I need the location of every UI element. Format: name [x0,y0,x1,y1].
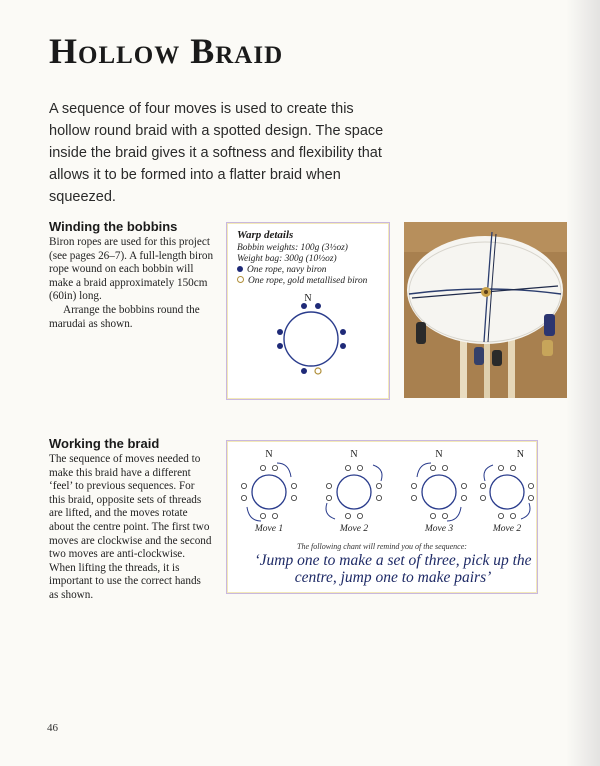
marudai-circle [490,475,524,509]
bobbin [461,495,466,500]
anticlockwise-arrow [484,465,493,481]
marudai-photo [404,222,567,398]
marudai-circle [337,475,371,509]
bobbin [260,513,265,518]
move-2-north-label: N [350,449,358,460]
warp-item-gold [237,276,367,286]
bobbin [528,495,533,500]
clockwise-arrow [277,463,291,477]
bobbin [326,483,331,488]
bobbin-weights: Bobbin weights: 100g (3½oz) [237,243,348,253]
bobbin [430,465,435,470]
move-1-diagram [241,449,296,534]
move-4-label: Move 2 [492,524,522,534]
bobbin-gold [315,368,321,374]
anticlockwise-arrow [521,503,530,519]
bobbin [442,465,447,470]
working-heading: Working the braid [49,436,160,451]
bobbin [376,495,381,500]
bobbin [357,465,362,470]
chant-text: ‘Jump one to make a set of three, pick up the centre, jump one to make pairs’ [254,552,532,586]
bobbin-navy [315,303,321,309]
clockwise-arrow [326,503,335,519]
bobbin [241,495,246,500]
bobbin [442,513,447,518]
move-1-label: Move 1 [254,524,284,534]
page-number: 46 [47,722,58,734]
clockwise-arrow [373,465,382,481]
marudai-circle [252,475,286,509]
bobbin [241,483,246,488]
bobbin-navy [340,343,346,349]
bobbin [357,513,362,518]
bobbin [430,513,435,518]
winding-text-2: Arrange the bobbins round the marudai as shown. [49,303,200,330]
chant-intro: The following chant will remind you of the sequence: [297,542,467,551]
bobbin [345,465,350,470]
bobbin [498,465,503,470]
moves-box [226,440,538,594]
navy-dot-icon [237,266,243,272]
anticlockwise-arrow [417,463,431,477]
north-label: N [304,293,312,304]
bobbin [291,495,296,500]
bobbin [411,483,416,488]
marudai-illustration [404,222,567,398]
bobbin [260,465,265,470]
bobbin-arrangement-diagram [227,289,389,399]
bobbin [480,495,485,500]
move-3-label: Move 3 [424,524,454,534]
bobbin [376,483,381,488]
bobbin [498,513,503,518]
warp-title: Warp details [237,229,294,241]
working-text: The sequence of moves needed to make this braid have a different ‘feel’ to previous sequences. For this braid, opposite sets of threads are lifted, and the moves rotate about the centre point. The first two moves are clockwise and the second two moves are anti-clockwise. When lifting the threads, it is important to use the correct hands as shown. [49,453,212,601]
bobbin-navy [301,368,307,374]
move-4-diagram [480,449,533,534]
bobbin-navy [277,343,283,349]
move-1-north-label: N [265,449,273,460]
marudai-circle [422,475,456,509]
warp-item-navy [237,265,327,275]
marudai-circle [284,312,338,366]
move-4-north-label: N [516,449,524,460]
bobbin [345,513,350,518]
bobbin [528,483,533,488]
move-2-label: Move 2 [339,524,369,534]
bobbin [480,483,485,488]
bobbin [272,513,277,518]
winding-text-1: Biron ropes are used for this project (see pages 26–7). A full-length biron rope wound on each bobbin will make a braid approximately 150cm (60in) long. [49,236,214,303]
bobbin-navy [301,303,307,309]
move-3-north-label: N [435,449,443,460]
bobbin-navy [277,329,283,335]
warp-item-navy-label: One rope, navy biron [247,265,327,275]
gold-dot-icon [237,276,244,283]
page-gutter-shade [566,0,600,766]
bobbin [272,465,277,470]
bobbin [510,465,515,470]
intro-paragraph: A sequence of four moves is used to create this hollow round braid with a spotted design. The space inside the braid gives it a softness and flexibility that allows it to be formed into a flatter braid when squeezed. [49,101,384,205]
weight-bag: Weight bag: 300g (10½oz) [237,254,337,264]
clockwise-arrow [247,507,261,521]
moves-diagram [227,441,537,541]
bobbin-navy [340,329,346,335]
move-2-diagram [326,449,382,534]
bobbin [461,483,466,488]
page-title: Hollow Braid [49,31,284,71]
bobbin [510,513,515,518]
winding-text [49,236,217,331]
bobbin [411,495,416,500]
warp-item-gold-label: One rope, gold metallised biron [248,276,368,286]
move-3-diagram [411,449,466,534]
anticlockwise-arrow [447,507,461,521]
bobbin [291,483,296,488]
warp-details-box [226,222,390,400]
bobbin [326,495,331,500]
winding-heading: Winding the bobbins [49,219,178,234]
